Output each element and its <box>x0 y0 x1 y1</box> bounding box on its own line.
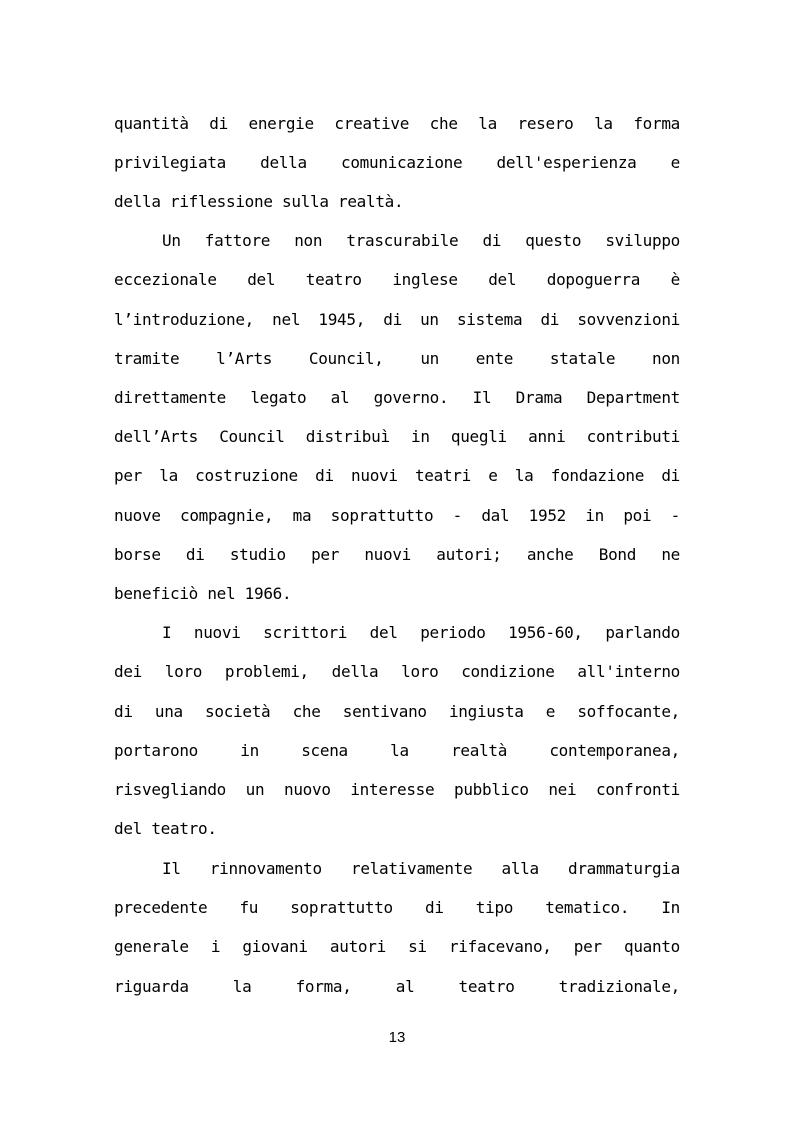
text-line: privilegiata della comunicazione dell'esperienza e <box>114 153 680 172</box>
text-line: di una società che sentivano ingiusta e soffocante, <box>114 702 680 721</box>
text-line: borse di studio per nuovi autori; anche Bond ne <box>114 545 680 564</box>
text-line: l’introduzione, nel 1945, di un sistema di sovvenzioni <box>114 310 680 329</box>
text-line: generale i giovani autori si rifacevano, per quanto <box>114 937 680 956</box>
text-line: del teatro. <box>114 819 217 838</box>
text-line: precedente fu soprattutto di tipo tematico. In <box>114 898 680 917</box>
text-line: per la costruzione di nuovi teatri e la fondazione di <box>114 466 680 485</box>
text-line: della riflessione sulla realtà. <box>114 192 404 211</box>
text-line: beneficiò nel 1966. <box>114 584 292 603</box>
text-line: direttamente legato al governo. Il Drama Department <box>114 388 680 407</box>
text-line-indented <box>114 229 680 253</box>
text-line-indented <box>114 621 680 645</box>
text-line: riguarda la forma, al teatro tradizionale, <box>114 977 680 996</box>
text-line-indented <box>114 857 680 881</box>
text-line: quantità di energie creative che la resero la forma <box>114 114 680 133</box>
text-line: dei loro problemi, della loro condizione all'interno <box>114 662 680 681</box>
text-span: Il rinnovamento relativamente alla drammaturgia <box>162 859 680 878</box>
text-span: I nuovi scrittori del periodo 1956-60, parlando <box>162 623 680 642</box>
text-line: risvegliando un nuovo interesse pubblico nei confronti <box>114 780 680 799</box>
text-line: tramite l’Arts Council, un ente statale non <box>114 349 680 368</box>
text-line: portarono in scena la realtà contemporanea, <box>114 741 680 760</box>
page-number: 13 <box>388 1029 406 1046</box>
text-line: dell’Arts Council distribuì in quegli anni contributi <box>114 427 680 446</box>
text-line: nuove compagnie, ma soprattutto - dal 1952 in poi - <box>114 506 680 525</box>
text-line: eccezionale del teatro inglese del dopoguerra è <box>114 270 680 289</box>
text-span: Un fattore non trascurabile di questo sviluppo <box>162 231 680 250</box>
